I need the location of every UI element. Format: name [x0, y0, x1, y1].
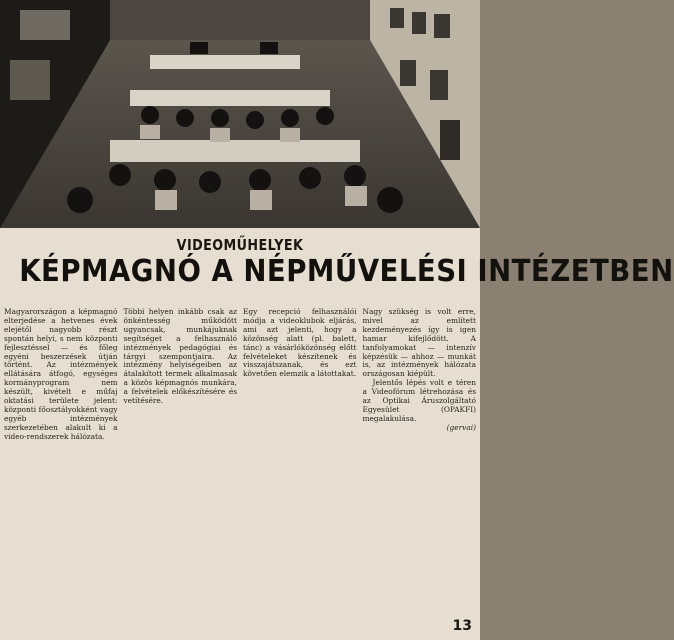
text-column-4: [363, 308, 477, 632]
workshop-photo-image: [0, 0, 480, 228]
article-body: [4, 308, 476, 632]
text-column-3: [243, 308, 357, 632]
article-kicker: VIDEOMŰHELYEK: [176, 236, 304, 254]
workshop-photo: [0, 0, 480, 228]
paragraph: Magyarországon a képmagnó elterjedése a hetvenes évek elejétől nagyobb részt spontán helyi, s nem központi fejlesztéssel — és főleg egyéni beszerzések útján történt. Az intézmények ellátására átfogó, egységes kormányprogram nem készült, kivételt e műfaj oktatási területe jelent: központi főosztályokként vagy egyéb intézmények szerkezetében alakult ki a video-rendszerek hálózata.: [4, 307, 118, 441]
paragraph: Jelentős lépés volt e téren a Videofórum létrehozása és az Optikai Áruszolgáltató Egyesület (OPAKFI) megalakulása.: [362, 378, 476, 423]
text-column-1: [4, 308, 118, 632]
page-number: 13: [452, 618, 472, 634]
paragraph: Nagy szükség is volt erre, mivel az említett kezdeményezés így is igen hamar kifejlődött. A tanfolyamokat — intenzív képzésük — ahhoz — munkát is, az intézmények hálózata országosan kiépült.: [362, 307, 476, 379]
author-signature: (gervai): [446, 422, 476, 432]
article-headline: KÉPMAGNÓ A NÉPMŰVELÉSI INTÉZETBEN: [19, 254, 674, 289]
text-column-2: [124, 308, 238, 632]
paragraph: Többi helyen inkább csak az önkéntesség működött ugyancsak, munkájuknak segítséget a felhasználó intézmények pedagógiai és tárgyi szempontjaira. Az intézmény helyiségeiben az átalakított termek alkalmasak a közös képmagnós munkára, a felvételek előkészítésére és vetítésére.: [123, 307, 237, 406]
paragraph: Egy recepció felhasználói módja a videoklubok eljárás, ami azt jelenti, hogy a közönség alatt (pl. balett, tánc) a vásárlóközönség előtt felvételeket készítenek és visszajátszanak, és ezt követően elemzik a látottakat.: [243, 307, 357, 379]
